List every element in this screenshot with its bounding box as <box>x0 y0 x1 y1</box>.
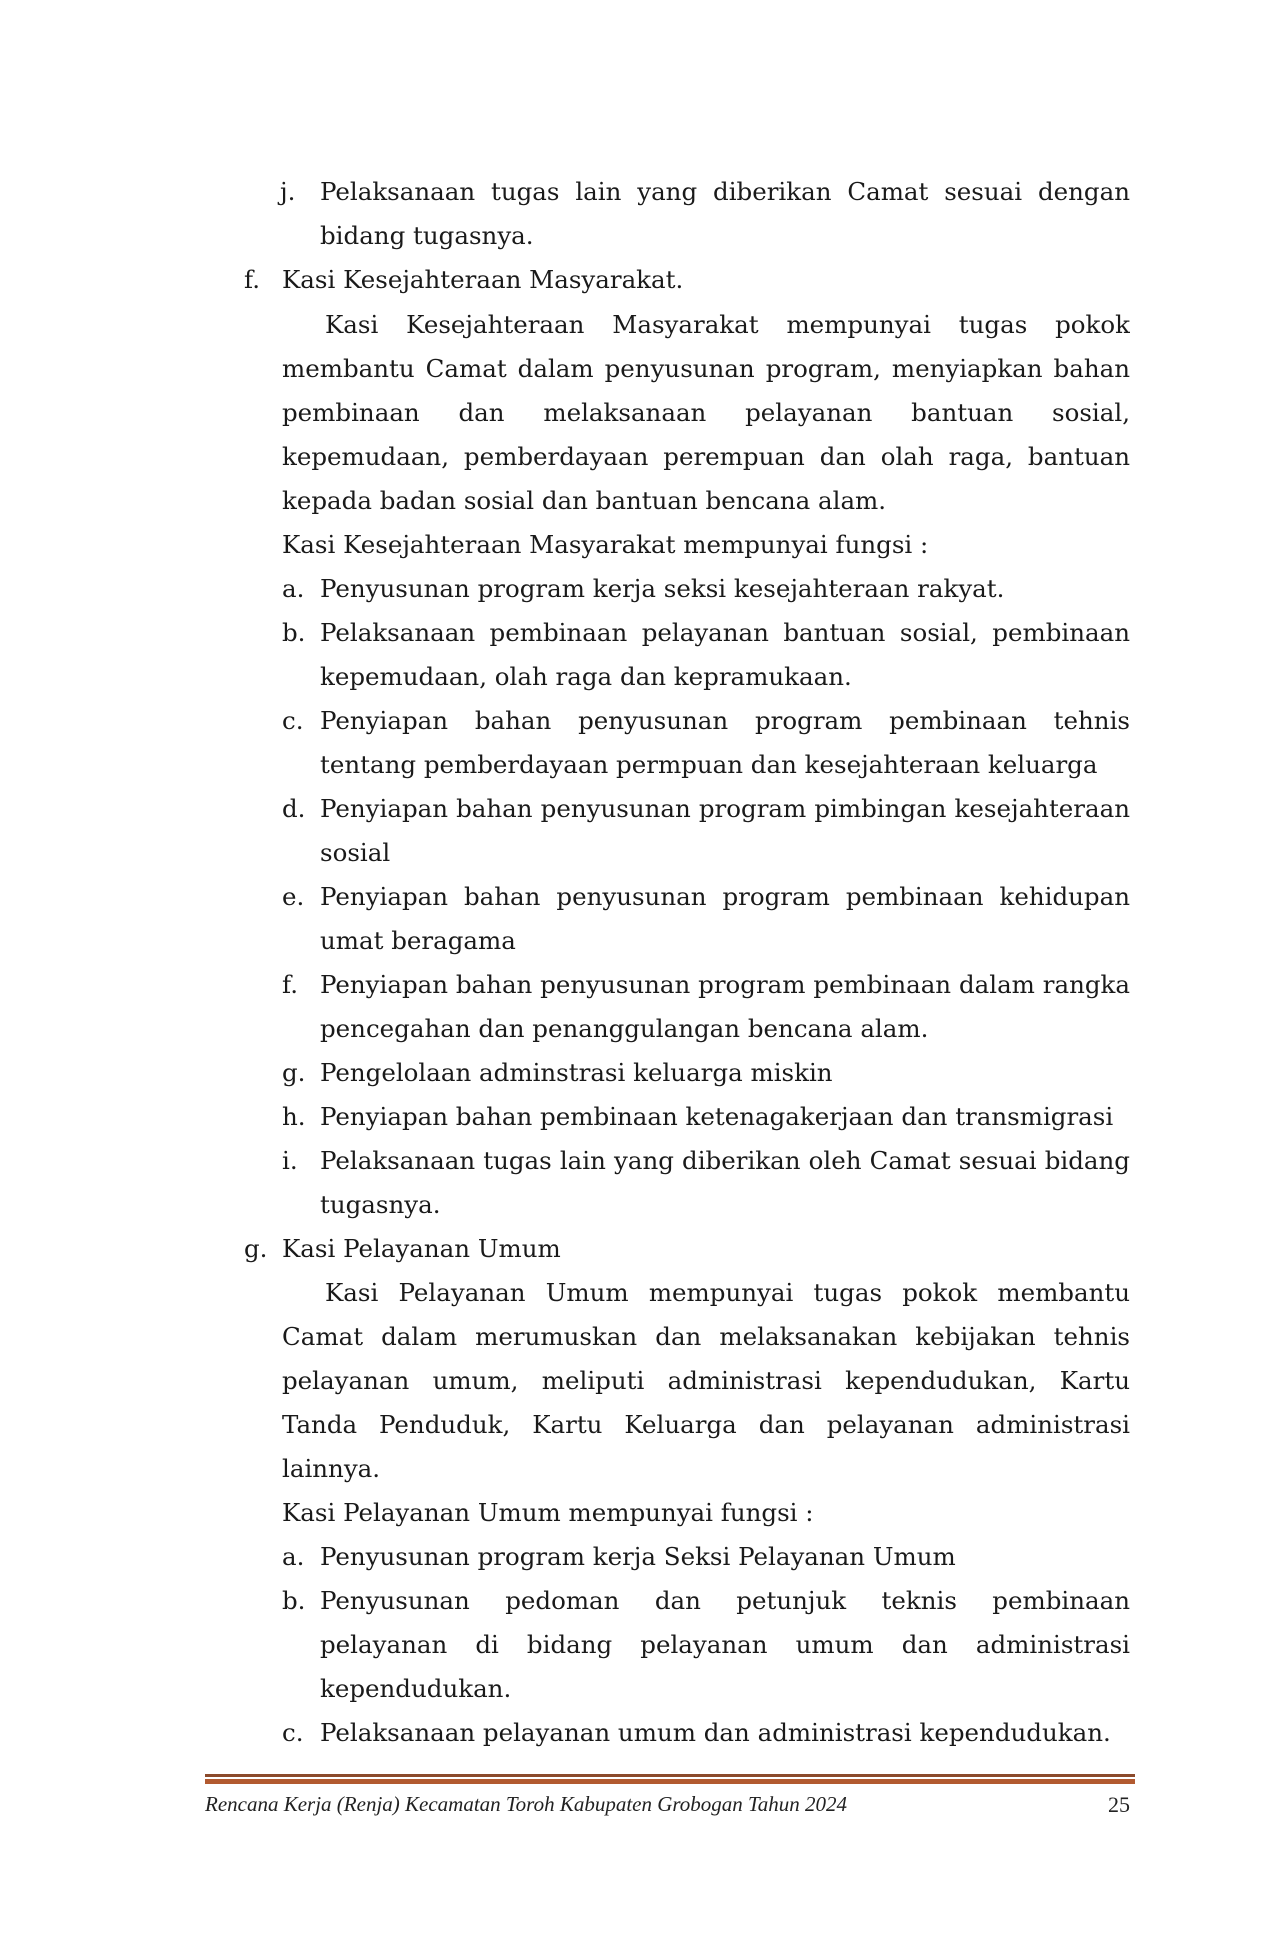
list-item: kependudukan. <box>320 1674 512 1703</box>
list-item: Pelaksanaan tugas lain yang diberikan oleh Camat sesuai bidang <box>320 1146 1130 1175</box>
paragraph-line: Kasi Pelayanan Umum mempunyai tugas pokok membantu <box>325 1278 1130 1307</box>
paragraph-line: bidang tugasnya. <box>320 221 534 250</box>
list-marker: h. <box>282 1102 306 1131</box>
list-item: Penyusunan program kerja seksi kesejahteraan rakyat. <box>320 574 1005 603</box>
list-item: Pelaksanaan pembinaan pelayanan bantuan sosial, pembinaan <box>320 618 1130 647</box>
footer-title: Rencana Kerja (Renja) Kecamatan Toroh Kabupaten Grobogan Tahun 2024 <box>205 1792 848 1816</box>
list-item: Penyusunan program kerja Seksi Pelayanan Umum <box>320 1542 956 1571</box>
list-item: umat beragama <box>320 926 516 955</box>
list-marker: j. <box>280 177 296 206</box>
list-item: Penyusunan pedoman dan petunjuk teknis pembinaan <box>320 1586 1130 1615</box>
list-marker: c. <box>282 1718 304 1747</box>
list-item: pencegahan dan penanggulangan bencana alam. <box>320 1014 929 1043</box>
list-marker: f. <box>282 970 298 999</box>
list-item: Penyiapan bahan penyusunan program pembinaan tehnis <box>320 706 1130 735</box>
list-item: Penyiapan bahan penyusunan program pembinaan kehidupan <box>320 882 1130 911</box>
paragraph-line: Camat dalam merumuskan dan melaksanakan kebijakan tehnis <box>282 1322 1130 1351</box>
paragraph-line: Tanda Penduduk, Kartu Keluarga dan pelayanan administrasi <box>282 1410 1130 1439</box>
list-marker: a. <box>282 574 305 603</box>
list-marker: i. <box>282 1146 298 1175</box>
list-marker: g. <box>282 1058 306 1087</box>
list-item: tentang pemberdayaan permpuan dan kesejahteraan keluarga <box>320 750 1098 779</box>
section-marker: g. <box>244 1234 268 1263</box>
paragraph-line: kepada badan sosial dan bantuan bencana alam. <box>282 486 887 515</box>
section-heading: Kasi Kesejahteraan Masyarakat. <box>282 265 684 294</box>
list-item: kepemudaan, olah raga dan kepramukaan. <box>320 662 852 691</box>
section-heading: Kasi Pelayanan Umum <box>282 1234 561 1263</box>
list-item: sosial <box>320 838 391 867</box>
list-item: Penyiapan bahan pembinaan ketenagakerjaan dan transmigrasi <box>320 1102 1114 1131</box>
list-marker: e. <box>282 882 305 911</box>
paragraph-line: lainnya. <box>282 1454 381 1483</box>
list-item: Penyiapan bahan penyusunan program pembinaan dalam rangka <box>320 970 1130 999</box>
paragraph-line: pembinaan dan melaksanaan pelayanan bantuan sosial, <box>282 398 1130 427</box>
list-marker: a. <box>282 1542 305 1571</box>
list-item: Pengelolaan adminstrasi keluarga miskin <box>320 1058 833 1087</box>
footer-rule-thick <box>205 1779 1135 1784</box>
section-marker: f. <box>244 265 260 294</box>
paragraph-line: Kasi Pelayanan Umum mempunyai fungsi : <box>282 1498 814 1527</box>
paragraph-line: pelayanan umum, meliputi administrasi kependudukan, Kartu <box>282 1366 1130 1395</box>
paragraph-line: Kasi Kesejahteraan Masyarakat mempunyai tugas pokok <box>325 310 1130 339</box>
list-marker: b. <box>282 618 306 647</box>
paragraph-line: kepemudaan, pemberdayaan perempuan dan olah raga, bantuan <box>282 442 1130 471</box>
list-item: pelayanan di bidang pelayanan umum dan administrasi <box>320 1630 1130 1659</box>
paragraph-line: Pelaksanaan tugas lain yang diberikan Camat sesuai dengan <box>320 177 1130 206</box>
list-item: Penyiapan bahan penyusunan program pimbingan kesejahteraan <box>320 794 1130 823</box>
list-marker: d. <box>282 794 306 823</box>
list-item: Pelaksanaan pelayanan umum dan administrasi kependudukan. <box>320 1718 1111 1747</box>
page-number: 25 <box>1108 1792 1130 1817</box>
paragraph-line: Kasi Kesejahteraan Masyarakat mempunyai fungsi : <box>282 530 929 559</box>
list-item: tugasnya. <box>320 1190 441 1219</box>
footer-rule-thin <box>205 1774 1135 1777</box>
paragraph-line: membantu Camat dalam penyusunan program, menyiapkan bahan <box>282 354 1130 383</box>
footer-rule <box>205 1774 1135 1786</box>
list-marker: b. <box>282 1586 306 1615</box>
list-marker: c. <box>282 706 304 735</box>
